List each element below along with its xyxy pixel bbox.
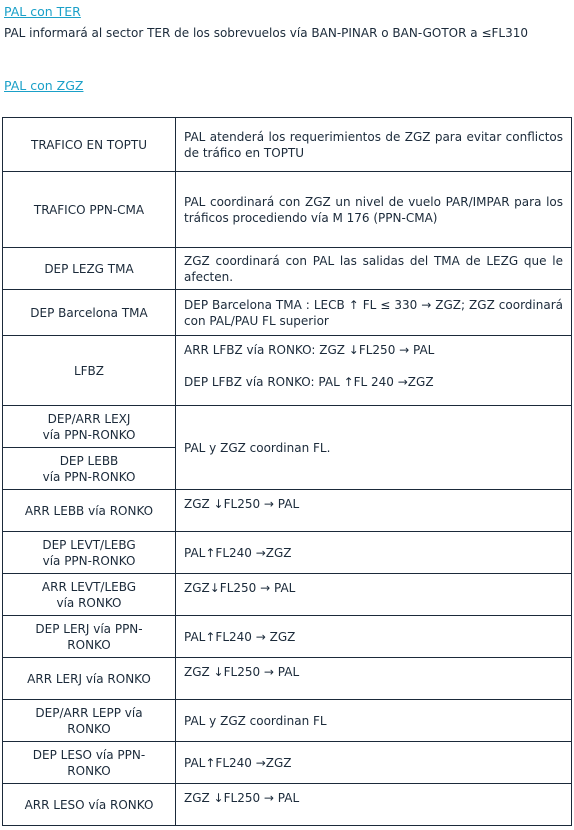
row-label-line: DEP LERJ vía PPN- [35,621,143,636]
row-label [3,574,176,616]
row-label [3,616,176,658]
row-label-line: RONKO [67,763,111,778]
table-row [3,336,572,406]
table-row [3,658,572,700]
row-label-line: DEP/ARR LEPP vía [35,705,143,720]
table-row [3,172,572,248]
row-label: DEP LEZG TMA [3,248,176,290]
row-label [3,742,176,784]
table-row [3,248,572,290]
row-label-line: vía PPN-RONKO [42,553,136,568]
row-text: ZGZ↓FL250 → PAL [176,574,572,616]
row-label-line: vía PPN-RONKO [42,469,136,484]
table-row [3,490,572,532]
row-label-line: DEP LEBB [59,453,119,468]
row-text: PAL coordinará con ZGZ un nivel de vuelo PAR/IMPAR para los tráficos procediendo vía M 176 (PPN-CMA) [176,172,572,248]
row-label-line: DEP LEVT/LEBG [42,537,136,552]
row-label-line: DEP/ARR LEXJ [47,411,131,426]
row-text: PAL↑FL240 →ZGZ [176,532,572,574]
row-text: ZGZ ↓FL250 → PAL [176,490,572,532]
row-text: PAL↑FL240 → ZGZ [176,616,572,658]
row-label: LFBZ [3,336,176,406]
row-label: ARR LEBB vía RONKO [3,490,176,532]
row-label-line: RONKO [67,721,111,736]
table-row [3,290,572,336]
pal-ter-paragraph: PAL informará al sector TER de los sobrevuelos vía BAN-PINAR o BAN-GOTOR a ≤FL310 [4,26,528,40]
row-label: DEP Barcelona TMA [3,290,176,336]
row-text: ZGZ ↓FL250 → PAL [176,784,572,826]
row-label: ARR LERJ vía RONKO [3,658,176,700]
row-label: ARR LESO vía RONKO [3,784,176,826]
row-text: PAL atenderá los requerimientos de ZGZ para evitar conflictos de tráfico en TOPTU [176,118,572,172]
row-label [3,448,176,490]
section-title-pal-ter[interactable]: PAL con TER [4,4,81,19]
row-label-line: DEP LESO vía PPN- [32,747,146,762]
row-label-line: vía PPN-RONKO [42,427,136,442]
row-text: PAL y ZGZ coordinan FL. [176,406,572,490]
section-title-pal-zgz[interactable]: PAL con ZGZ [4,78,84,93]
row-text: ZGZ coordinará con PAL las salidas del TMA de LEZG que le afecten. [176,248,572,290]
row-text: PAL↑FL240 →ZGZ [176,742,572,784]
table-row [3,574,572,616]
row-text-line: ARR LFBZ vía RONKO: ZGZ ↓FL250 → PAL [184,343,435,357]
row-label-line: ARR LEVT/LEBG [41,579,137,594]
row-text: PAL y ZGZ coordinan FL [176,700,572,742]
row-text-line: DEP LFBZ vía RONKO: PAL ↑FL 240 →ZGZ [184,375,434,389]
table-row [3,616,572,658]
coordination-table [2,117,572,826]
table-row [3,118,572,172]
row-text: ZGZ ↓FL250 → PAL [176,658,572,700]
table-row [3,700,572,742]
row-label [3,532,176,574]
row-text: DEP Barcelona TMA : LECB ↑ FL ≤ 330 → ZGZ; ZGZ coordinará con PAL/PAU FL superior [176,290,572,336]
table-row [3,784,572,826]
table-row [3,532,572,574]
row-label: TRAFICO EN TOPTU [3,118,176,172]
row-label-line: vía RONKO [56,595,122,610]
row-label [3,406,176,448]
row-label-line: RONKO [67,637,111,652]
table-row [3,742,572,784]
table-row [3,406,572,448]
row-text [176,336,572,406]
row-label: TRAFICO PPN-CMA [3,172,176,248]
row-label [3,700,176,742]
